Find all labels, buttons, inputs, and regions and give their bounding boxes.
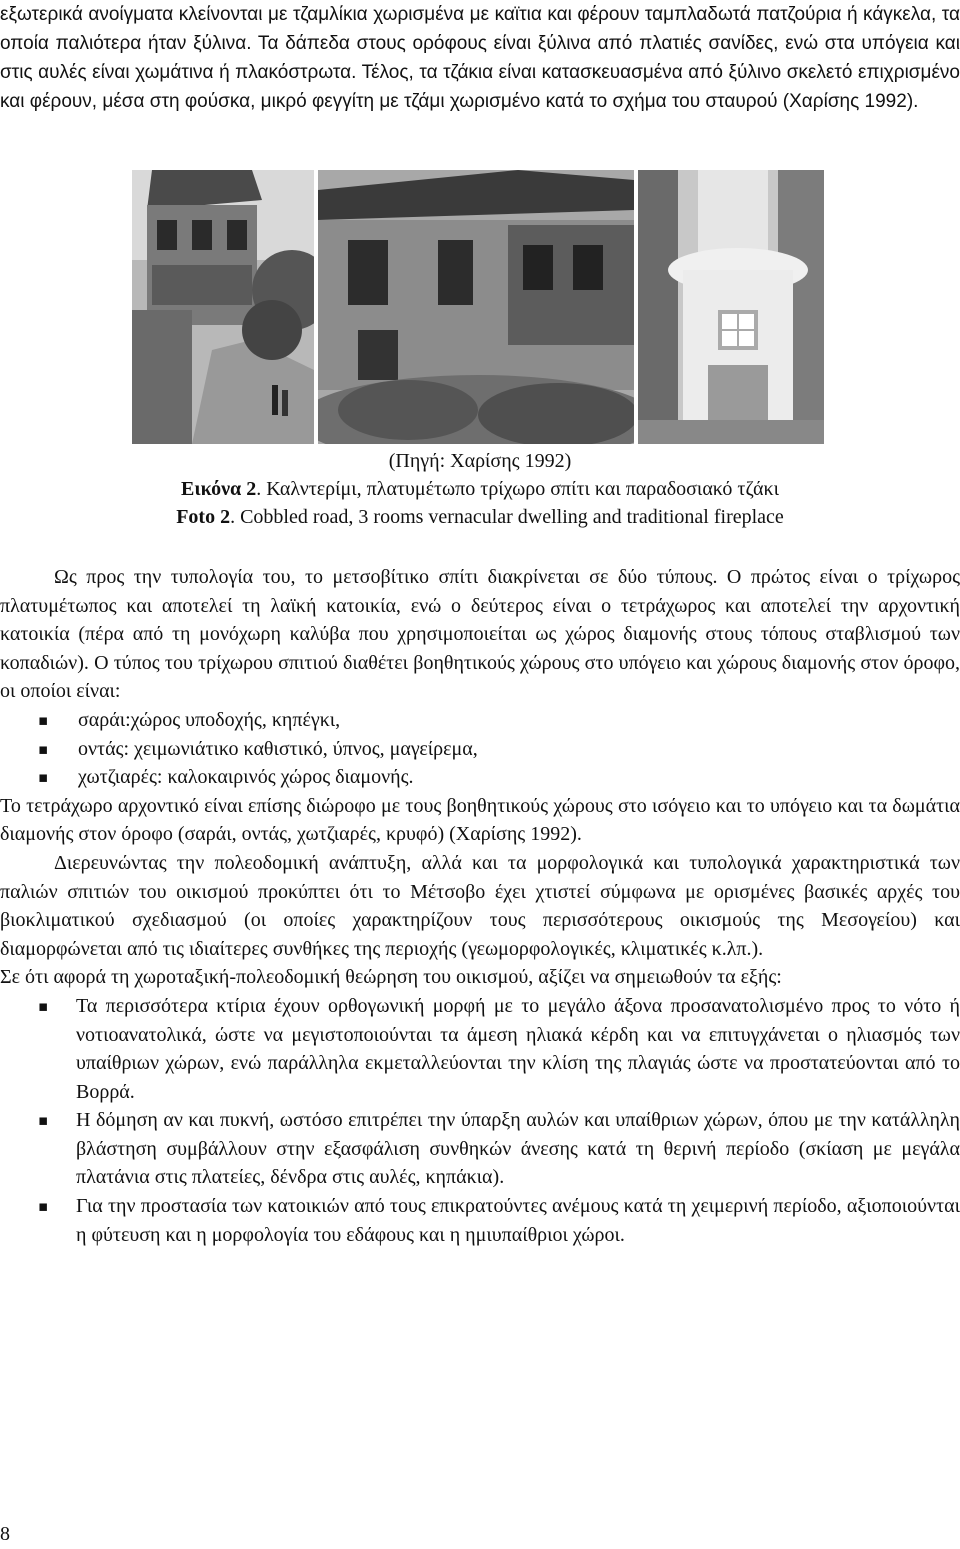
figure-source: (Πηγή: Χαρίσης 1992) (388, 450, 572, 472)
figure-caption-english-label: Foto 2 (176, 506, 231, 528)
list-item: ▪ Για την προστασία των κατοικιών από τους επικρατούντες ανέμους κατά τη χειμερινή περίοδο, αξιοποιούνται η φύτευση και η μορφολογία του εδάφους και η ημιυπαίθριοι χώροι. (0, 1192, 960, 1249)
bullet-icon: ▪ (38, 768, 49, 787)
page-number: 8 (0, 1523, 10, 1545)
bullet-icon: ▪ (38, 1111, 49, 1130)
room-list (0, 706, 960, 792)
list-item: ▪ Η δόμηση αν και πυκνή, ωστόσο επιτρέπει την ύπαρξη αυλών και υπαίθριων χώρων, όπου με την κατάλληλη βλάστηση συμβάλλουν στην εξασφάλιση συνθηκών άνεσης κατά τη θερινή περίοδο (σκίαση με μεγάλα πλατάνια στις πλατείες, δένδρα στις αυλές, κηπάκια). (0, 1106, 960, 1192)
paragraph-four-room: Το τετράχωρο αρχοντικό είναι επίσης διώροφο με τους βοηθητικούς χώρους στο ισόγειο και το υπόγειο και τα δωμάτια διαμονής στον όροφο (σαράι, οντάς, χωτζιαρές, κρυφό) (Χαρίσης 1992). (0, 794, 960, 846)
list-item: ▪ σαράι:χώρος υποδοχής, κηπέγκι, (0, 706, 960, 735)
paragraph-typology: Ως προς την τυπολογία του, το μετσοβίτικο σπίτι διακρίνεται σε δύο τύπους. Ο πρώτος είναι ο τρίχωρος πλατυμέτωπος και αποτελεί τη λαϊκή κατοικία, ενώ ο δεύτερος είναι ο τετράχωρος και αποτελεί την αρχοντική κατοικία (πέρα από τη μονόχωρη καλύβα που χρησιμοποιείται ως χώρος διαμονής στους τόπους σταβλισμού των κοπαδιών). Ο τύπος του τρίχωρου σπιτιού διαθέτει βοηθητικούς χώρους στο υπόγειο και χώρους διαμονής στον όροφο, οι οποίοι είναι: (0, 566, 960, 703)
photo-traditional-fireplace (638, 170, 824, 444)
list-item: ▪ οντάς: χειμωνιάτικο καθιστικό, ύπνος, μαγείρεμα, (0, 735, 960, 764)
list-item: ▪ Τα περισσότερα κτίρια έχουν ορθογωνική μορφή με το μεγάλο άξονα προσανατολισμένο προς το νότο ή νοτιοανατολικά, ώστε να μεγιστοποιούνται τα άμεση ηλιακά κέρδη και να επιτυγχάνεται ο ηλιασμός των υπαίθριων χώρων, ενώ παράλληλα εκμεταλλεύονται την κλίση της πλαγιάς ώστε να προστατεύονται από το Βορρά. (0, 992, 960, 1106)
photo-vernacular-house (318, 170, 634, 444)
bullet-icon: ▪ (38, 710, 49, 729)
paragraph-spatial: Σε ότι αφορά τη χωροταξική-πολεοδομική θεώρηση του οικισμού, αξίζει να σημειωθούν τα εξής: (0, 966, 782, 989)
figure-caption-greek-text: . Καλντερίμι, πλατυμέτωπο τρίχωρο σπίτι και παραδοσιακό τζάκι (256, 478, 779, 500)
figure-caption-english (0, 503, 960, 532)
spatial-list (0, 992, 960, 1249)
intro-paragraph: εξωτερικά ανοίγματα κλείνονται με τζαμλίκια χωρισμένα με καϊτια και φέρουν ταμπλαδωτά πατζούρια ή κάγκελα, τα οποία παλιότερα ήταν ξύλινα. Τα δάπεδα στους ορόφους είναι ξύλινα από πλατιές σανίδες, ενώ στα υπόγεια και στις αυλές είναι χωμάτινα ή πλακόστρωτα. Τέλος, τα τζάκια είναι κατασκευασμένα από ξύλινο σκελετό επιχρισμένο και φέρουν, μέσα στη φούσκα, μικρό φεγγίτη με τζάμι χωρισμένο κατά το σχήμα του σταυρού (Χαρίσης 1992). (0, 4, 960, 112)
body-text (0, 563, 960, 1249)
figure-photos (132, 170, 824, 444)
figure-caption-greek-label: Εικόνα 2 (181, 478, 257, 500)
bullet-icon: ▪ (38, 1197, 49, 1216)
bullet-icon: ▪ (38, 739, 49, 758)
figure-caption-greek (0, 475, 960, 504)
figure-caption-english-text: . Cobbled road, 3 rooms vernacular dwelling and traditional fireplace (230, 506, 784, 528)
list-item: ▪ χωτζιαρές: καλοκαιρινός χώρος διαμονής. (0, 763, 960, 792)
bullet-icon: ▪ (38, 996, 49, 1015)
photo-cobbled-road (132, 170, 314, 444)
paragraph-bioclimatic: Διερευνώντας την πολεοδομική ανάπτυξη, αλλά και τα μορφολογικά και τυπολογικά χαρακτηριστικά των παλιών σπιτιών του οικισμού προκύπτει ότι το Μέτσοβο έχει χτιστεί σύμφωνα με ορισμένες βασικές αρχές του βιοκλιματικού σχεδιασμού (οι οποίες χαρακτηρίζουν τους περισσότερους οικισμούς της Μεσογείου) και διαμορφώνεται από τις ιδιαίτερες συνθήκες της περιοχής (γεωμορφολογικές, κλιματικές κ.λπ.). (0, 851, 960, 960)
